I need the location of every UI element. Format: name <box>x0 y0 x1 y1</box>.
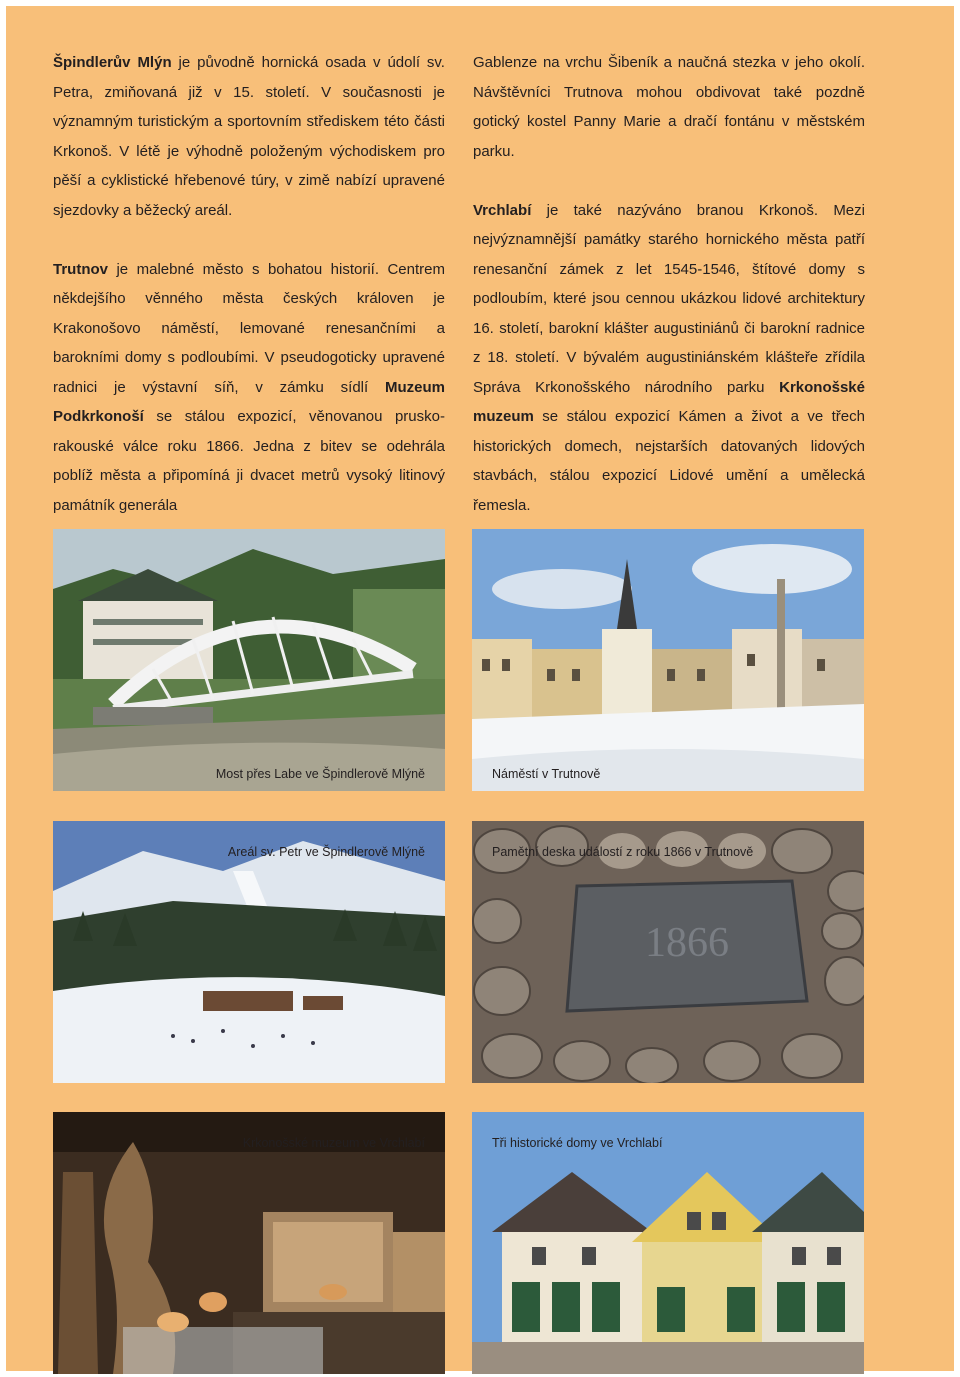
caption-bridge: Most přes Labe ve Špindlerově Mlýně <box>215 767 425 781</box>
photo-plaque <box>472 821 864 1083</box>
caption-square: Náměstí v Trutnově <box>492 767 601 781</box>
page <box>6 6 954 1371</box>
heading-vrchlabi: Vrchlabí <box>473 201 532 219</box>
photo-museum <box>53 1112 445 1374</box>
text-vrchlabi-1: je také nazýváno branou Krkonoš. Mezi nejvýznamnější památky starého hornického města patří renesanční zámek z let 1545-1546, štítové domy s podloubím, které jsou cennou ukázkou lidové architektury 16. století, barokní klášter augustiniánů či barokní radnice z 18. století. V bývalém augustiniánském klášteře zřídila Správa Krkonošského národního parku <box>473 201 865 396</box>
krkonosske-muzeum: Krkonošské muzeum <box>473 378 865 425</box>
text-trutnov-1: je malebné město s bohatou historií. Centrem někdejšího věnného města českých královen je Krakonošovo náměstí, lemované renesančními a barokními domy s podloubími. V pseudogoticky upravené radnici je výstavní síň, v zámku sídlí <box>53 260 445 396</box>
photo-houses <box>472 1112 864 1374</box>
text-vrchlabi-2: se stálou expozicí Kámen a život a ve třech historických domech, nejstarších datovaných lidových stavbách, stálou expozicí Lidové umění a umělecká řemesla. <box>473 408 865 514</box>
text-spindleruv-mlyn: je původně hornická osada v údolí sv. Petra, zmiňovaná již v 15. století. V současnosti je významným turistickým a sportovním střediskem této části Krkonoš. V létě je výhodně položeným východiskem pro pěší a cyklistické hřebenové túry, v zimě nabízí upravené sjezdovky a běžecký areál. <box>53 54 445 219</box>
paragraph-trutnov <box>53 255 445 521</box>
museum-podkrkonosi: Muzeum Podkrkonoší <box>53 378 445 425</box>
photo-ski-area <box>53 821 445 1083</box>
paragraph-trutnov-cont <box>473 48 865 166</box>
plaque-year: 1866 <box>645 920 729 966</box>
paragraph-vrchlabi <box>473 196 865 521</box>
caption-museum: Krkonošské muzeum ve Vrchlabí <box>242 1136 425 1150</box>
text-trutnov-continued: Gablenze na vrchu Šibeník a naučná stezka v jeho okolí. Návštěvníci Trutnova mohou obdivovat také pozdně gotický kostel Panny Marie a dračí fontánu v městském parku. <box>473 54 865 160</box>
left-text-column <box>53 48 445 550</box>
right-text-column <box>473 48 865 550</box>
paragraph-spindleruv-mlyn <box>53 48 445 225</box>
heading-trutnov: Trutnov <box>53 260 108 278</box>
text-trutnov-2: se stálou expozicí, věnovanou prusko-rakouské válce roku 1866. Jedna z bitev se odehrála poblíž města a připomíná ji dvacet metrů vysoký litinový památník generála <box>53 408 445 514</box>
caption-plaque: Pamětní deska událostí z roku 1866 v Trutnově <box>492 845 754 859</box>
photo-bridge <box>53 529 445 791</box>
caption-ski-area: Areál sv. Petr ve Špindlerově Mlýně <box>227 845 425 859</box>
caption-houses: Tři historické domy ve Vrchlabí <box>492 1136 663 1150</box>
photo-square <box>472 529 864 791</box>
heading-spindleruv-mlyn: Špindlerův Mlýn <box>53 54 172 71</box>
